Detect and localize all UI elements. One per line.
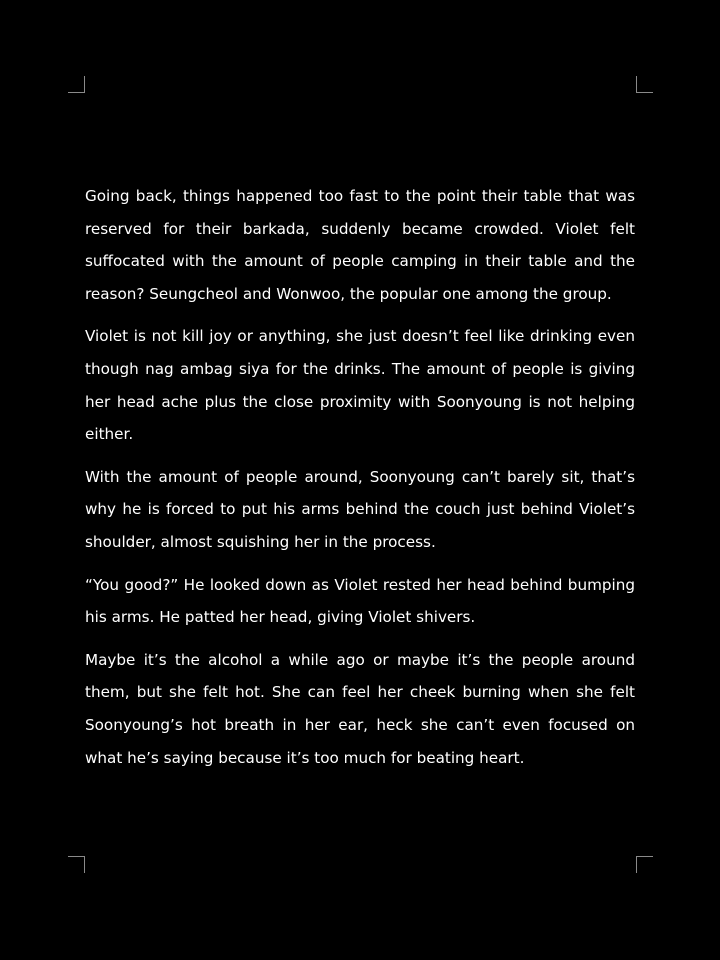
paragraph-2: Violet is not kill joy or anything, she just doesn’t feel like drinking even though nag ambag siya for the drinks. The amount of people is giving her head ache plus the close proximity with Soonyoung is not helping either. [85,327,635,444]
crop-mark-bottom-right [636,856,653,873]
paragraph-1: Going back, things happened too fast to the point their table that was reserved for their barkada, suddenly became crowded. Violet felt suffocated with the amount of people camping in their table and the reason? Seungcheol and Wonwoo, the popular one among the group. [85,187,635,303]
paragraph-5: Maybe it’s the alcohol a while ago or maybe it’s the people around them, but she felt hot. She can feel her cheek burning when she felt Soonyoung’s hot breath in her ear, heck she can’t even focused on what he’s saying because it’s too much for beating heart. [85,650,635,767]
story-text [85,180,635,784]
paragraph-4: “You good?” He looked down as Violet rested her head behind bumping his arms. He patted her head, giving Violet shivers. [85,575,635,627]
crop-mark-top-left [68,76,85,93]
crop-mark-bottom-left [68,856,85,873]
paragraph-3: With the amount of people around, Soonyoung can’t barely sit, that’s why he is forced to put his arms behind the couch just behind Violet’s shoulder, almost squishing her in the process. [85,467,635,551]
crop-mark-top-right [636,76,653,93]
